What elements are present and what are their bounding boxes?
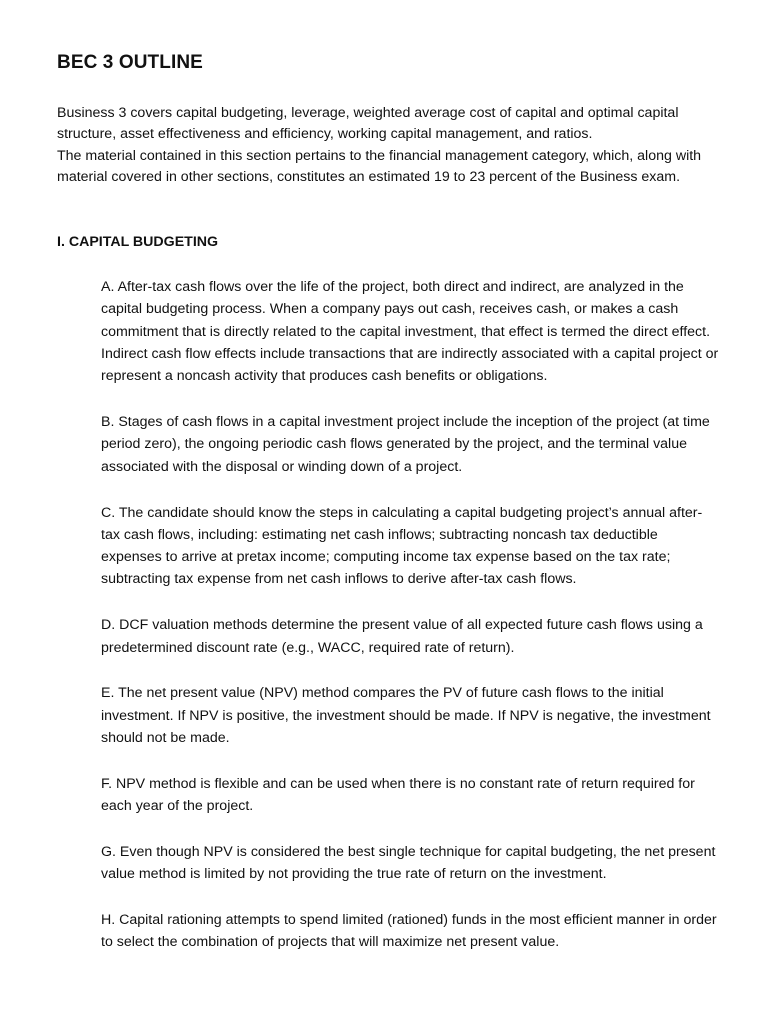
outline-item-h: H. Capital rationing attempts to spend limited (rationed) funds in the most efficient manner in order to select the combination of projects that will maximize net present value. — [101, 911, 717, 951]
intro-paragraph: Business 3 covers capital budgeting, leverage, weighted average cost of capital and optimal capital structure, asset effectiveness and efficiency, working capital management, and ratios. — [57, 105, 679, 143]
outline-items — [57, 276, 721, 953]
outline-item-c: C. The candidate should know the steps in calculating a capital budgeting project’s annual after-tax cash flows, including: estimating net cash inflows; subtracting noncash tax deductible expenses to arrive at pretax income; computing income tax expense based on the tax rate; subtracting tax expense from net cash inflows to derive after-tax cash flows. — [101, 504, 703, 588]
section-heading: I. CAPITAL BUDGETING — [57, 234, 219, 251]
outline-item-e: E. The net present value (NPV) method compares the PV of future cash flows to the initial investment. If NPV is positive, the investment should be made. If NPV is negative, the investment should not be made. — [101, 685, 711, 746]
intro-paragraph: The material contained in this section pertains to the financial management category, which, along with material covered in other sections, constitutes an estimated 19 to 23 percent of the Business exam. — [57, 147, 702, 185]
intro-block — [57, 103, 717, 188]
outline-item-b: B. Stages of cash flows in a capital investment project include the inception of the project (at time period zero), the ongoing periodic cash flows generated by the project, and the terminal value associated with the disposal or winding down of a project. — [101, 414, 710, 475]
outline-item-g: G. Even though NPV is considered the best single technique for capital budgeting, the net present value method is limited by not providing the true rate of return on the investment. — [101, 843, 716, 883]
outline-item-f: F. NPV method is flexible and can be used when there is no constant rate of return required for each year of the project. — [101, 775, 695, 815]
outline-item-d: D. DCF valuation methods determine the present value of all expected future cash flows using a predetermined discount rate (e.g., WACC, required rate of return). — [101, 617, 703, 656]
page-title: BEC 3 OUTLINE — [57, 52, 203, 73]
document-page — [57, 49, 717, 977]
outline-item-a: A. After-tax cash flows over the life of the project, both direct and indirect, are analyzed in the capital budgeting process. When a company pays out cash, receives cash, or makes a cash commitment that is directly related to the capital investment, that effect is termed the direct effect. Indirect cash flow effects include transactions that are indirectly associated with a capital project or represent a noncash activity that produces cash benefits or obligations. — [101, 279, 719, 385]
